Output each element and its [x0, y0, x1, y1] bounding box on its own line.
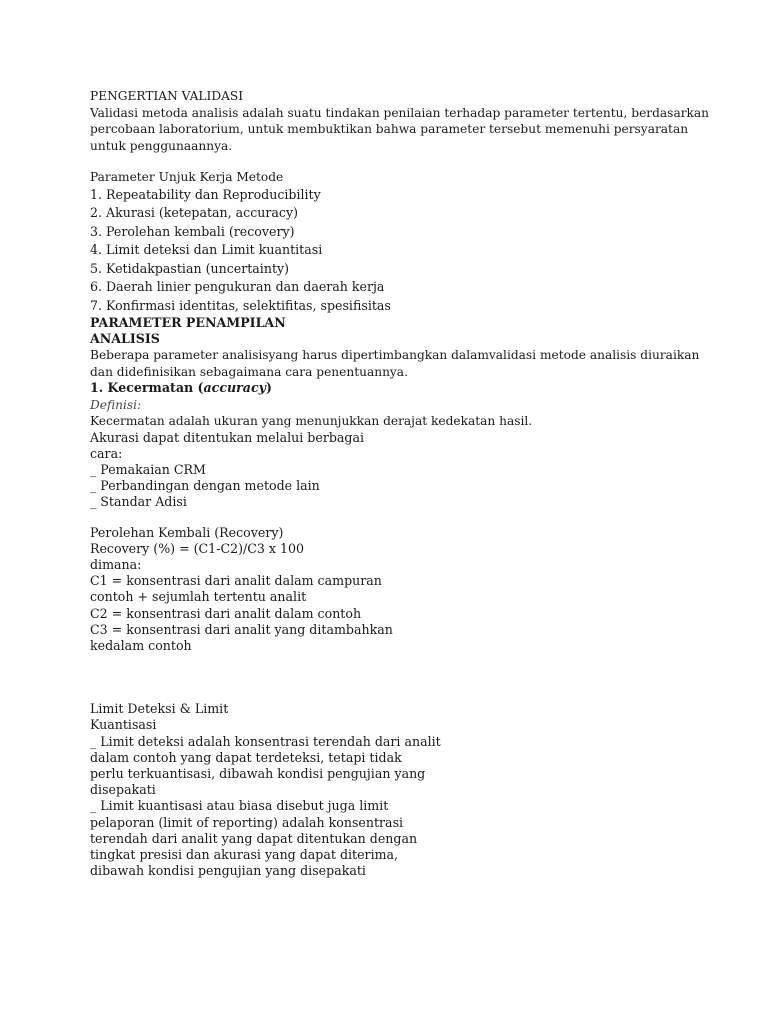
recovery-line: C3 = konsentrasi dari analit yang ditambahkan [90, 621, 393, 637]
kecermatan-line: _ Pemakaian CRM [90, 462, 206, 478]
document-page [90, 88, 710, 879]
limit-line: _ Limit deteksi adalah konsentrasi terendah dari analit [90, 733, 441, 749]
penampilan-heading: ANALISIS [90, 331, 160, 347]
limit-section [90, 701, 690, 879]
recovery-line: Perolehan Kembali (Recovery) [90, 524, 284, 540]
limit-line: pelaporan (limit of reporting) adalah konsentrasi [90, 814, 404, 830]
recovery-line: kedalam contoh [90, 638, 192, 654]
spacer [90, 654, 690, 701]
recovery-line: Recovery (%) = (C1-C2)/C3 x 100 [90, 540, 305, 556]
limit-line: dibawah kondisi pengujian yang disepakati [90, 863, 366, 879]
penampilan-heading: PARAMETER PENAMPILAN [90, 315, 286, 330]
limit-line: tingkat presisi dan akurasi yang dapat diterima, [90, 847, 399, 863]
intro-title: PENGERTIAN VALIDASI [90, 89, 244, 103]
kecermatan-line: Akurasi dapat ditentukan melalui berbagai [90, 429, 365, 445]
recovery-line: contoh + sejumlah tertentu analit [90, 589, 307, 605]
spacer [90, 511, 690, 525]
limit-line: Limit Deteksi & Limit [90, 701, 229, 717]
list-item: 2. Akurasi (ketepatan, accuracy) [90, 205, 298, 220]
list-item: 3. Perolehan kembali (recovery) [90, 223, 295, 239]
unjuk-kerja-heading: Parameter Unjuk Kerja Metode [90, 170, 284, 184]
kecermatan-heading-prefix: 1. Kecermatan ( [90, 380, 204, 396]
intro-paragraph-line: untuk penggunaannya. [90, 138, 233, 153]
penampilan-paragraph-line: dan didefinisikan sebagaimana cara penentuannya. [90, 364, 408, 379]
definisi-label: Definisi: [90, 397, 142, 412]
limit-line: _ Limit kuantisasi atau biasa disebut juga limit [90, 798, 389, 814]
list-item: 6. Daerah linier pengukuran dan daerah kerja [90, 279, 385, 294]
recovery-line: C2 = konsentrasi dari analit dalam contoh [90, 605, 362, 621]
list-item: 4. Limit deteksi dan Limit kuantitasi [90, 242, 323, 257]
limit-line: Kuantisasi [90, 717, 157, 733]
limit-line: dalam contoh yang dapat terdeteksi, tetapi tidak [90, 749, 402, 765]
unjuk-kerja-section [90, 169, 690, 315]
list-item: 1. Repeatability dan Reproducibility [90, 186, 321, 202]
intro-section [90, 88, 710, 154]
kecermatan-section [90, 380, 690, 510]
limit-line: perlu terkuantisasi, dibawah kondisi pengujian yang [90, 766, 426, 782]
list-item: 7. Konfirmasi identitas, selektifitas, spesifisitas [90, 297, 391, 313]
kecermatan-heading [90, 380, 690, 396]
kecermatan-line: cara: [90, 445, 123, 461]
kecermatan-heading-suffix: ) [265, 380, 272, 396]
kecermatan-heading-term: accuracy [203, 380, 266, 396]
kecermatan-line: _ Standar Adisi [90, 494, 187, 510]
intro-paragraph-line: Validasi metoda analisis adalah suatu tindakan penilaian terhadap parameter tertentu, berdasarkan [90, 105, 710, 120]
spacer [90, 154, 690, 169]
limit-line: terendah dari analit yang dapat ditentukan dengan [90, 830, 418, 846]
recovery-section [90, 525, 690, 655]
intro-paragraph-line: percobaan laboratorium, untuk membuktikan bahwa parameter tersebut memenuhi persyaratan [90, 122, 689, 136]
recovery-line: dimana: [90, 557, 142, 573]
kecermatan-line: _ Perbandingan dengan metode lain [90, 478, 320, 494]
definition-text: Kecermatan adalah ukuran yang menunjukkan derajat kedekatan hasil. [90, 414, 533, 429]
list-item: 5. Ketidakpastian (uncertainty) [90, 260, 290, 276]
penampilan-paragraph-line: Beberapa parameter analisisyang harus dipertimbangkan dalamvalidasi metode analisis diuraikan [90, 348, 700, 363]
recovery-line: C1 = konsentrasi dari analit dalam campuran [90, 573, 382, 589]
limit-line: disepakati [90, 782, 156, 798]
penampilan-section [90, 315, 700, 380]
